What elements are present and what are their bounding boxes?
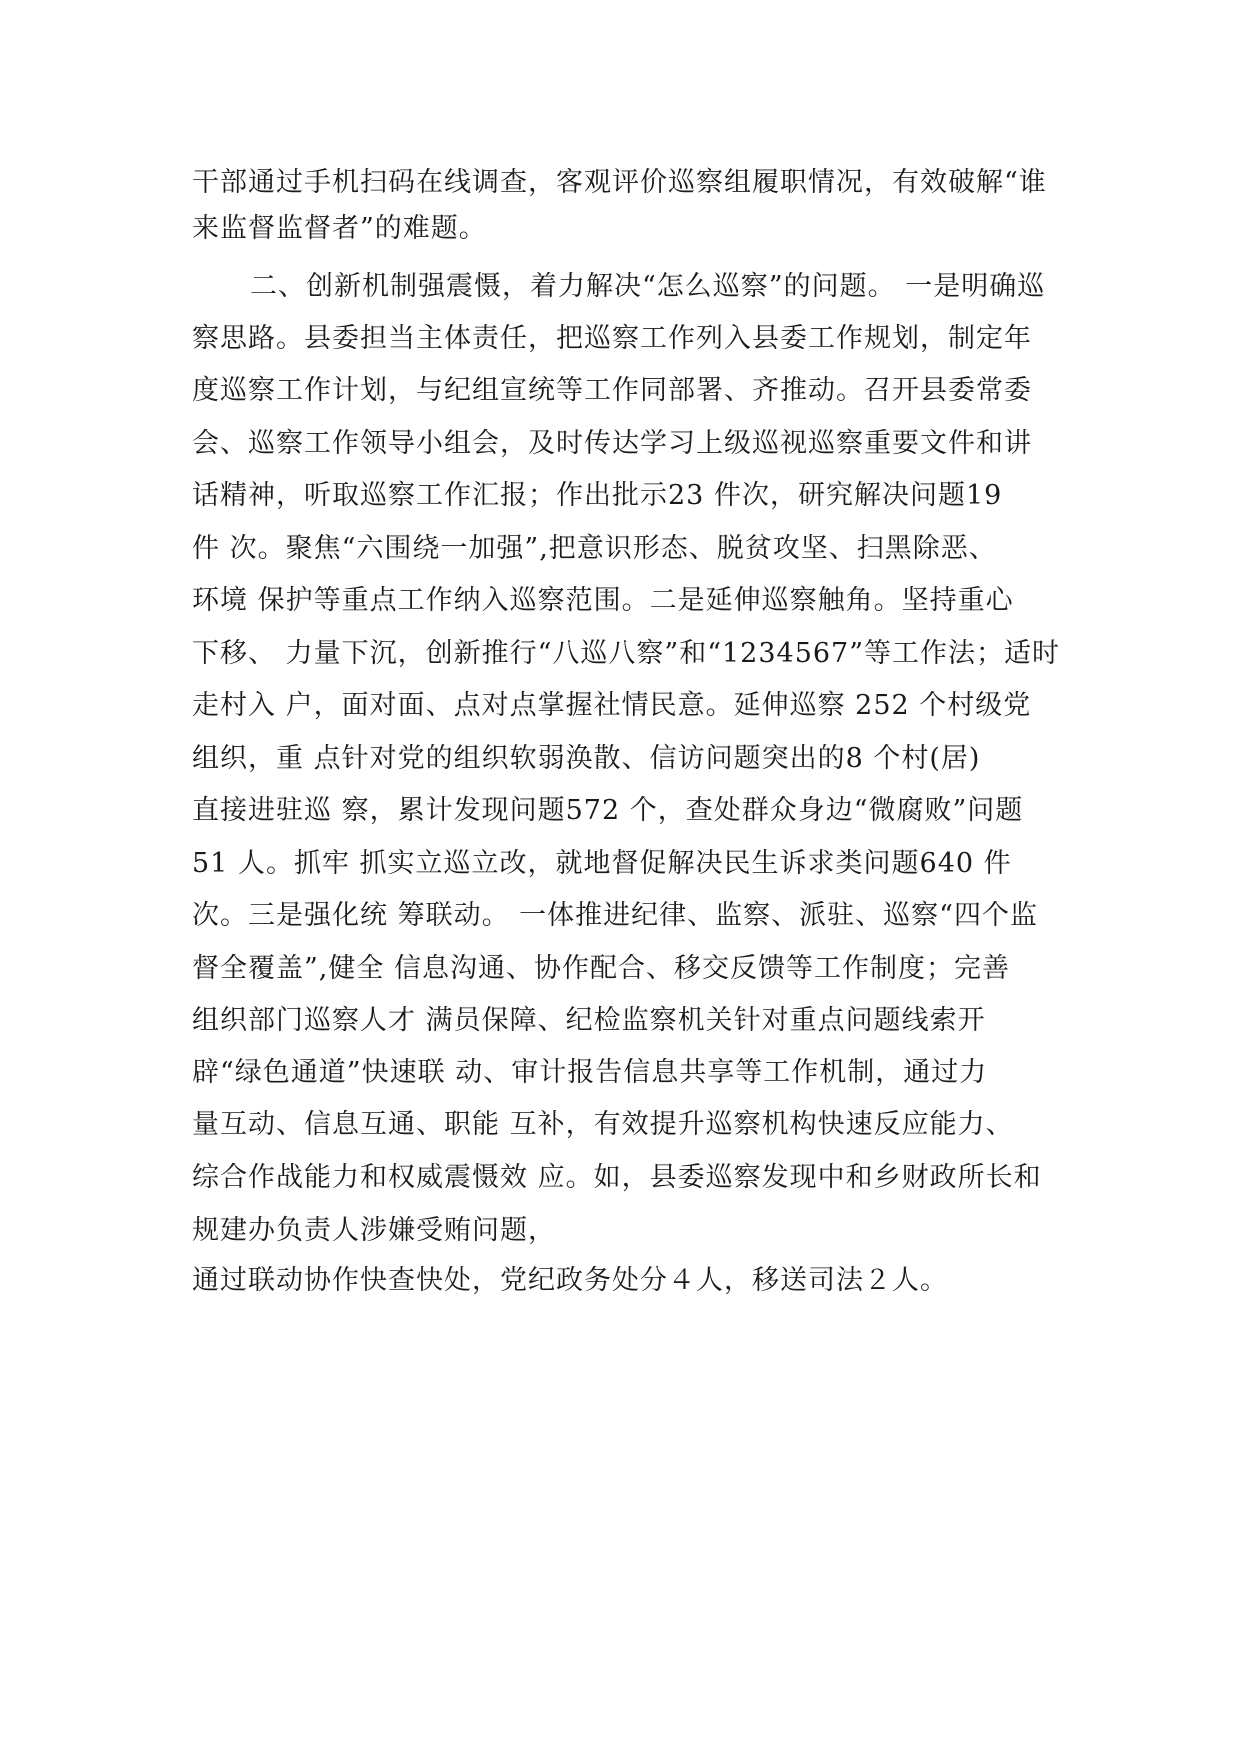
- body-line-9: 环境 保护等重点工作纳入巡察范围。二是延伸巡察触角。坚持重心: [192, 585, 1014, 616]
- body-line-18: 辟“绿色通道”快速联 动、审计报告信息共享等工作机制，通过力: [192, 1057, 988, 1088]
- body-line-10: 下移、 力量下沉，创新推行“八巡八察”和“1234567”等工作法；适时: [192, 638, 1061, 669]
- body-line-4: 察思路。县委担当主体责任，把巡察工作列入县委工作规划，制定年: [192, 323, 1032, 354]
- body-line-14: 51 人。抓牢 抓实立巡立改，就地督促解决民生诉求类问题640 件: [192, 848, 1012, 879]
- body-line-15: 次。三是强化统 筹联动。 一体推进纪律、监察、派驻、巡察“四个监: [192, 900, 1038, 931]
- section-heading-line: 二、创新机制强震慑，着力解决“怎么巡察”的问题。 一是明确巡: [250, 271, 1046, 302]
- body-line-17: 组织部门巡察人才 满员保障、纪检监察机关针对重点问题线索开: [192, 1005, 986, 1036]
- body-line-22: 通过联动协作快查快处，党纪政务处分４人，移送司法２人。: [192, 1265, 948, 1296]
- body-line-2: 来监督监督者”的难题。: [192, 213, 487, 244]
- body-line-11: 走村入 户，面对面、点对点掌握社情民意。延伸巡察 252 个村级党: [192, 690, 1032, 721]
- body-line-6: 会、巡察工作领导小组会，及时传达学习上级巡视巡察重要文件和讲: [192, 428, 1032, 459]
- body-line-8: 件 次。聚焦“六围绕一加强”,把意识形态、脱贫攻坚、扫黑除恶、: [192, 533, 997, 564]
- body-line-21: 规建办负责人涉嫌受贿问题，: [192, 1215, 556, 1246]
- body-line-19: 量互动、信息互通、职能 互补，有效提升巡察机构快速反应能力、: [192, 1109, 1014, 1140]
- body-line-12: 组织，重 点针对党的组织软弱涣散、信访问题突出的8 个村(居): [192, 743, 981, 774]
- body-line-5: 度巡察工作计划，与纪组宣统等工作同部署、齐推动。召开县委常委: [192, 375, 1032, 406]
- body-line-1: 干部通过手机扫码在线调查，客观评价巡察组履职情况，有效破解“谁: [192, 167, 1047, 198]
- body-line-13: 直接进驻巡 察，累计发现问题572 个，查处群众身边“微腐败”问题: [192, 795, 1024, 826]
- body-line-20: 综合作战能力和权威震慑效 应。如，县委巡察发现中和乡财政所长和: [192, 1162, 1042, 1193]
- body-line-7: 话精神，听取巡察工作汇报；作出批示23 件次，研究解决问题19: [192, 480, 1003, 511]
- body-line-16: 督全覆盖”,健全 信息沟通、协作配合、移交反馈等工作制度；完善: [192, 953, 1010, 984]
